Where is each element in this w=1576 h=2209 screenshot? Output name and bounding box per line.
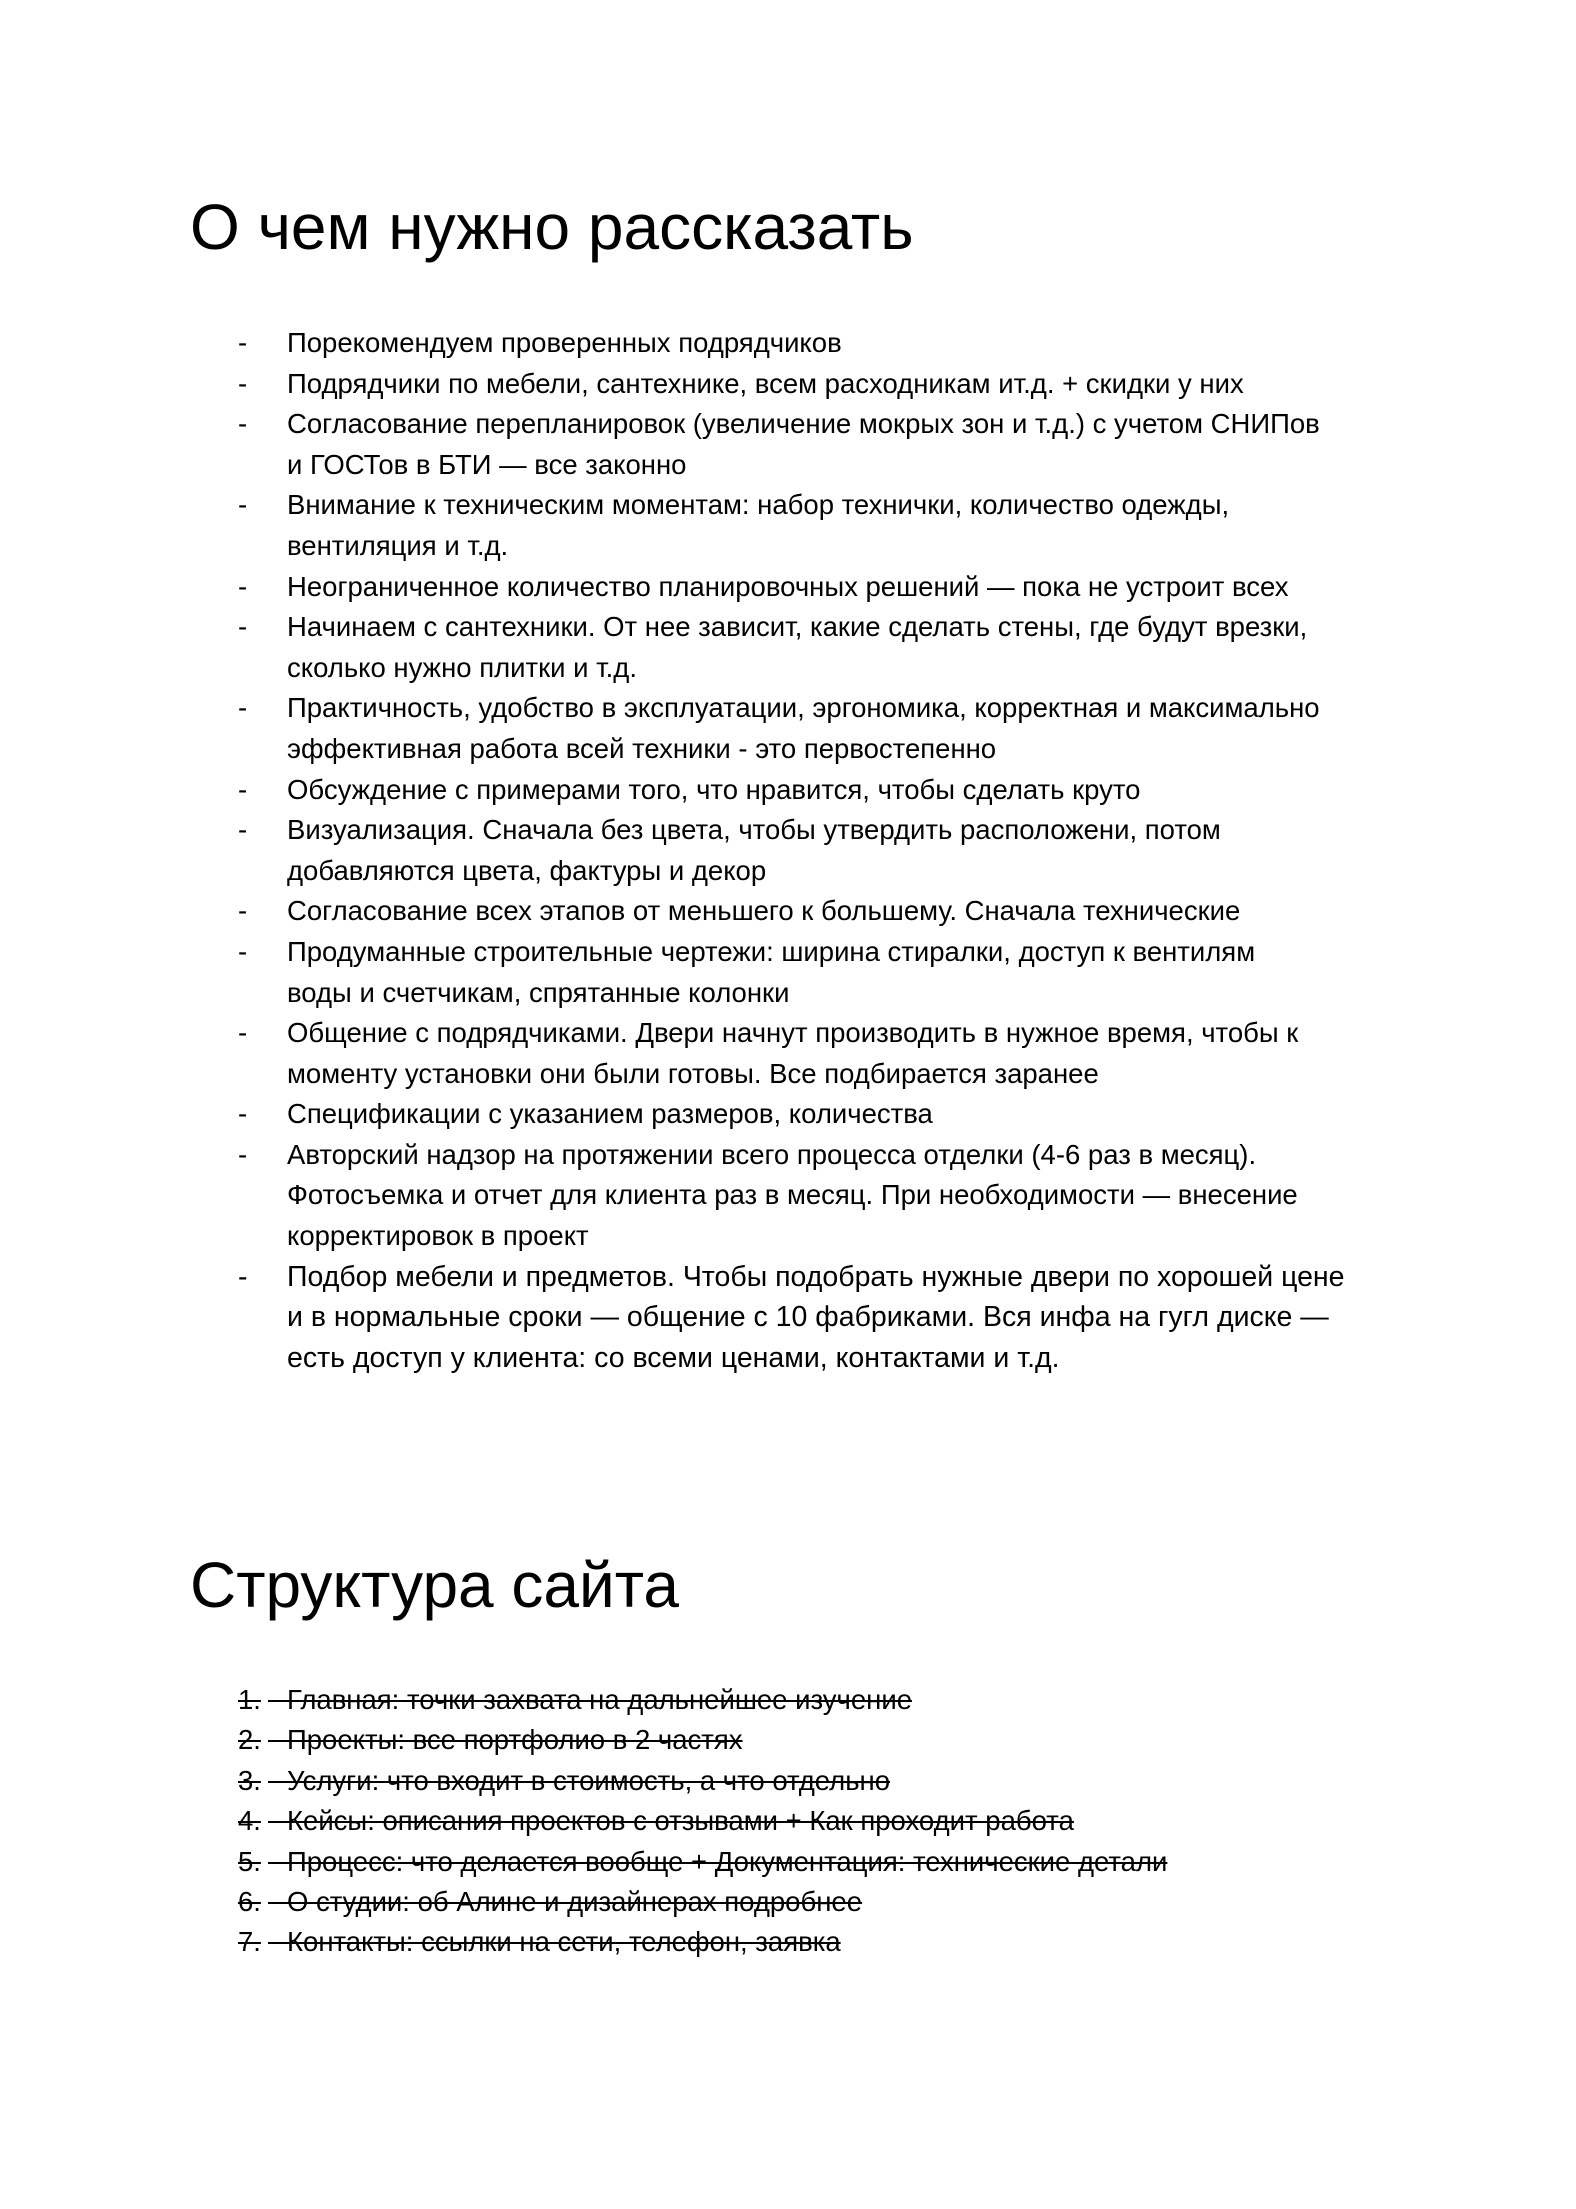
strike-line (268, 1862, 288, 1864)
list-item-text: О студии: об Алине и дизайнерах подробнее (287, 1885, 863, 1917)
bullet-marker: - (238, 611, 248, 643)
section-title-site-structure: Структура сайта (190, 1549, 679, 1621)
list-item-text: Внимание к техническим моментам: набор технички, количество одежды, вентиляция и т.д. (287, 489, 1230, 561)
strike-line (268, 1700, 288, 1702)
list-item-text: Кейсы: описания проектов с отзывами + Как проходит работа (287, 1805, 1074, 1837)
list-item-text: Неограниченное количество планировочных решений — пока не устроит всех (287, 570, 1289, 602)
list-item-text: Подрядчики по мебели, сантехнике, всем расходникам ит.д. + скидки у них (287, 367, 1244, 399)
list-item (0, 1922, 1576, 1962)
list-item (0, 932, 1576, 1013)
bullet-marker: - (238, 1017, 248, 1049)
list-item-text: Согласование перепланировок (увеличение мокрых зон и т.д.) с учетом СНИПов и ГОСТов в БТИ — все законно (287, 408, 1320, 480)
list-item-text: Подбор мебели и предметов. Чтобы подобрать нужные двери по хорошей цене и в нормальные сроки — общение с 10 фабриками. Вся инфа на гугл диске — есть доступ у клиента: со всеми ценами, контактами и т.д. (287, 1260, 1345, 1374)
bullet-marker: - (238, 692, 248, 724)
bullet-marker: - (238, 895, 248, 927)
list-item (0, 404, 1576, 485)
bullet-marker: - (238, 327, 248, 358)
bullet-marker: - (238, 1098, 248, 1130)
list-item (0, 688, 1576, 769)
list-item-text: Визуализация. Сначала без цвета, чтобы утвердить расположени, потом добавляются цвета, фактуры и декор (287, 814, 1221, 886)
list-item-number: 4. (238, 1805, 261, 1837)
list-item-text: Услуги: что входит в стоимость, а что отдельно (287, 1764, 891, 1796)
list-item-number: 3. (238, 1764, 261, 1796)
bullet-marker: - (238, 1260, 248, 1293)
list-item-number: 6. (238, 1885, 261, 1917)
list-item (0, 770, 1576, 811)
list-item-number: 7. (238, 1926, 261, 1958)
strike-line (268, 1942, 288, 1944)
list-item (0, 567, 1576, 608)
list-item (0, 607, 1576, 688)
list-item (0, 1094, 1576, 1135)
list-item (0, 1720, 1576, 1760)
list-item (0, 485, 1576, 566)
list-item-text: Авторский надзор на протяжении всего процесса отделки (4-6 раз в месяц). Фотосъемка и отчет для клиента раз в месяц. При необходимости — внесение корректировок в проект (287, 1138, 1298, 1252)
bullet-marker: - (238, 773, 248, 805)
list-item (0, 891, 1576, 932)
list-item-text: Проекты: все портфолио в 2 частях (287, 1724, 743, 1756)
list-item-number: 2. (238, 1724, 261, 1756)
strike-line (268, 1902, 288, 1904)
list-item-number: 1. (238, 1684, 261, 1715)
bullet-marker: - (238, 1138, 248, 1170)
list-item-text: Спецификации с указанием размеров, количества (287, 1098, 933, 1130)
strike-line (268, 1821, 288, 1823)
strike-line (268, 1740, 288, 1742)
list-item-number: 5. (238, 1845, 261, 1877)
bullet-marker: - (238, 814, 248, 846)
site-structure-list (0, 1680, 1576, 1963)
list-item (0, 323, 1576, 364)
what-to-tell-list (0, 323, 1576, 1378)
list-item (0, 1680, 1576, 1720)
list-item (0, 1801, 1576, 1841)
list-item-text: Общение с подрядчиками. Двери начнут производить в нужное время, чтобы к моменту установки они были готовы. Все подбирается заранее (287, 1017, 1299, 1089)
list-item-text: Главная: точки захвата на дальнейшее изучение (287, 1684, 912, 1715)
list-item-text: Практичность, удобство в эксплуатации, эргономика, корректная и максимально эффективная работа всей техники - это первостепенно (287, 692, 1320, 764)
list-item-text: Согласование всех этапов от меньшего к большему. Сначала технические (287, 895, 1241, 927)
list-item (0, 1842, 1576, 1882)
list-item-text: Порекомендуем проверенных подрядчиков (287, 327, 842, 358)
list-item-text: Обсуждение с примерами того, что нравится, чтобы сделать круто (287, 773, 1141, 805)
list-item (0, 1013, 1576, 1094)
strike-line (268, 1781, 288, 1783)
list-item (0, 1882, 1576, 1922)
list-item-text: Начинаем с сантехники. От нее зависит, какие сделать стены, где будут врезки, сколько нужно плитки и т.д. (287, 611, 1308, 683)
list-item-text: Процесс: что делается вообще + Документация: технические детали (287, 1845, 1168, 1877)
bullet-marker: - (238, 489, 248, 521)
bullet-marker: - (238, 367, 248, 399)
bullet-marker: - (238, 935, 248, 967)
list-item (0, 1761, 1576, 1801)
list-item (0, 810, 1576, 891)
list-item-text: Продуманные строительные чертежи: ширина стиралки, доступ к вентилям воды и счетчикам, спрятанные колонки (287, 935, 1256, 1008)
list-item-text: Контакты: ссылки на сети, телефон, заявка (287, 1926, 841, 1958)
bullet-marker: - (238, 570, 248, 602)
section-title-what-to-tell: О чем нужно рассказать (190, 191, 914, 263)
list-item (0, 364, 1576, 405)
bullet-marker: - (238, 408, 248, 440)
list-item (0, 1257, 1576, 1379)
list-item (0, 1135, 1576, 1257)
